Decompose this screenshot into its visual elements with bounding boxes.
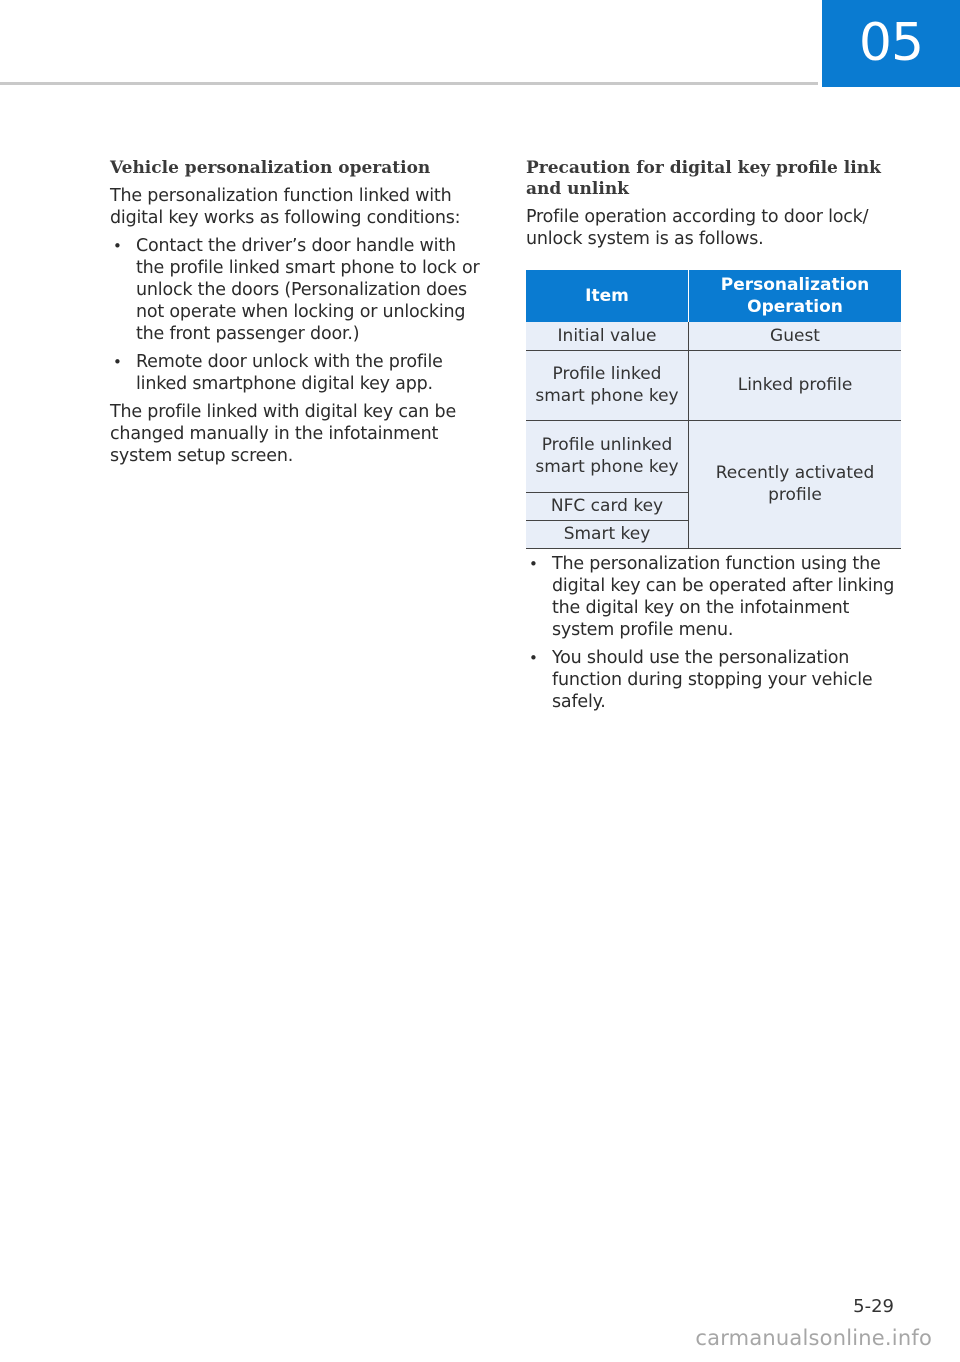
header-rule [0, 82, 818, 85]
page-number: 5-29 [853, 1296, 894, 1317]
table-cell-operation: Linked profile [689, 350, 902, 420]
table-cell-operation: Guest [689, 322, 902, 350]
intro-paragraph: The personalization function linked with digital key works as following conditions: [110, 186, 461, 228]
table-header-row [526, 270, 901, 322]
table-header-item: Item [526, 270, 689, 322]
section-heading-vehicle-personalization: Vehicle personalization operation [110, 158, 431, 178]
bullet-icon: • [529, 554, 538, 573]
bullet-icon: • [529, 648, 538, 667]
left-column [110, 158, 488, 473]
table-row [526, 420, 901, 492]
table-header-operation: Personalization Operation [689, 270, 902, 322]
list-item [526, 553, 902, 641]
section-heading-precaution: Precaution for digital key profile link and unlink [526, 158, 881, 199]
profile-operation-table [526, 270, 901, 549]
watermark: carmanualsonline.info [695, 1326, 932, 1350]
table-cell-item: NFC card key [526, 492, 689, 520]
list-item-text: Remote door unlock with the profile linked smartphone digital key app. [136, 352, 443, 394]
table-cell-item: Smart key [526, 520, 689, 548]
table-cell-item: Initial value [526, 322, 689, 350]
closing-paragraph: The profile linked with digital key can be changed manually in the infotainment system setup screen. [110, 402, 457, 466]
table-row [526, 350, 901, 420]
table-cell-item: Profile unlinked smart phone key [526, 420, 689, 492]
list-item-text: Contact the driver’s door handle with the profile linked smart phone to lock or unlock the doors (Personalization does not operate when locking or unlocking the front passenger door.) [136, 236, 480, 344]
bullet-icon: • [113, 237, 122, 255]
list-item [110, 235, 488, 345]
bullet-icon: • [113, 353, 122, 371]
chapter-tab: 05 [822, 0, 960, 87]
intro-paragraph: Profile operation according to door lock/ unlock system is as follows. [526, 207, 869, 249]
list-item [526, 647, 902, 713]
list-item [110, 351, 488, 395]
table-row [526, 322, 901, 350]
precaution-list [526, 553, 902, 713]
table-cell-item: Profile linked smart phone key [526, 350, 689, 420]
list-item-text: You should use the personalization function during stopping your vehicle safely. [552, 647, 873, 712]
right-column [526, 158, 902, 719]
conditions-list [110, 235, 488, 395]
table-cell-operation: Recently activated profile [689, 420, 902, 548]
list-item-text: The personalization function using the digital key can be operated after linking the digital key on the infotainment system profile menu. [552, 553, 895, 640]
